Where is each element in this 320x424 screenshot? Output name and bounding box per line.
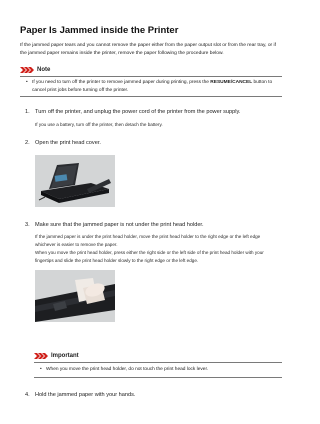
move-print-head-photo (35, 270, 115, 322)
step-number: 1. (25, 109, 30, 115)
note-heading (20, 67, 50, 73)
open-cover-photo (35, 155, 115, 207)
resume-cancel-button-name: RESUME/CANCEL (210, 80, 253, 85)
important-heading (34, 353, 79, 359)
step-3 (25, 222, 204, 228)
important-bullet-text: When you move the print head holder, do not touch the print head lock lever. (46, 367, 209, 372)
step-text: Make sure that the jammed paper is not under the print head holder. (35, 222, 204, 228)
step-number: 3. (25, 222, 30, 228)
step-4 (25, 392, 135, 398)
step-3-detail-2: When you move the print head holder, press either the right side or the left side of the print head holder with your fingertips and slide the print head holder slowly to the right edge or the left edge. (35, 250, 264, 263)
step-text: Turn off the printer, and unplug the power cord of the printer from the power supply. (35, 109, 241, 115)
important-bullet (40, 366, 280, 374)
step-2 (25, 140, 101, 146)
important-divider-bottom (34, 377, 282, 378)
step-number: 4. (25, 392, 30, 398)
intro-paragraph: If the jammed paper tears and you cannot remove the paper either from the paper output slot or from the rear tray, or if the jammed paper remains inside the printer, remove the paper following the procedure below. (20, 43, 276, 56)
red-chevron-icon (34, 353, 48, 359)
note-divider (20, 76, 282, 77)
step-text: Hold the jammed paper with your hands. (35, 392, 136, 398)
note-divider-bottom (20, 96, 282, 97)
important-label: Important (51, 353, 79, 359)
step-number: 2. (25, 140, 30, 146)
step-1 (25, 109, 240, 115)
important-divider (34, 362, 282, 363)
note-bullet (26, 79, 280, 94)
bullet-dot: • (40, 367, 42, 372)
note-label: Note (37, 67, 51, 73)
red-chevron-icon (20, 67, 34, 73)
step-3-detail-1: If the jammed paper is under the print head holder, move the print head holder to the right edge or the left edge whichever is easier to remove the paper. (35, 234, 261, 247)
bullet-dot: • (26, 80, 28, 85)
note-bullet-text: If you need to turn off the printer to remove jammed paper during printing, press the RESUME/CANCEL button to cancel print jobs before turning off the printer. (32, 80, 273, 93)
step-1-detail: If you use a battery, turn off the printer, then detach the battery. (35, 122, 163, 127)
step-text: Open the print head cover. (35, 140, 101, 146)
page-title: Paper Is Jammed inside the Printer (20, 25, 179, 36)
